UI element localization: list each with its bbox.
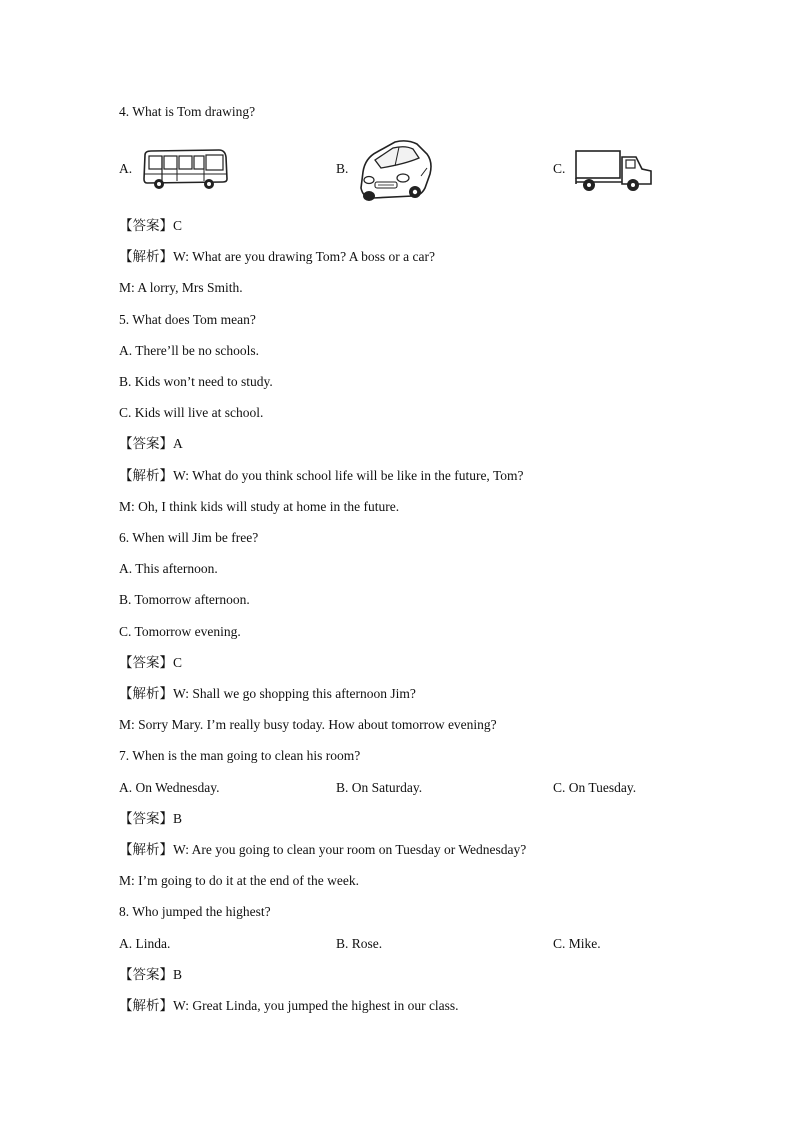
script-6: M: Sorry Mary. I’m really busy today. How about tomorrow evening?: [119, 717, 497, 732]
question-6: 6. When will Jim be free?: [119, 530, 259, 545]
analysis-5: 【解析】W: What do you think school life will be like in the future, Tom?: [119, 468, 524, 483]
option-7b: B. On Saturday.: [336, 780, 423, 795]
answer-4: 【答案】C: [119, 218, 183, 233]
option-5a: A. There’ll be no schools.: [119, 343, 259, 358]
option-4c-letter: C.: [553, 161, 566, 176]
analysis-6: 【解析】W: Shall we go shopping this afternoon Jim?: [119, 686, 416, 701]
answer-8: 【答案】B: [119, 967, 183, 982]
script-4: M: A lorry, Mrs Smith.: [119, 280, 243, 295]
option-5c: C. Kids will live at school.: [119, 405, 264, 420]
answer-5: 【答案】A: [119, 436, 183, 451]
option-5b: B. Kids won’t need to study.: [119, 374, 273, 389]
question-8: 8. Who jumped the highest?: [119, 904, 271, 919]
script-7: M: I’m going to do it at the end of the week.: [119, 873, 359, 888]
option-7c: C. On Tuesday.: [553, 780, 637, 795]
option-8c: C. Mike.: [553, 936, 601, 951]
bus-icon: [141, 147, 229, 191]
analysis-7: 【解析】W: Are you going to clean your room on Tuesday or Wednesday?: [119, 842, 527, 857]
car-icon: [355, 138, 435, 204]
option-8b: B. Rose.: [336, 936, 383, 951]
question-7: 7. When is the man going to clean his room?: [119, 748, 361, 763]
answer-6: 【答案】C: [119, 655, 183, 670]
option-6b: B. Tomorrow afternoon.: [119, 592, 250, 607]
option-4b-letter: B.: [336, 161, 349, 176]
option-6c: C. Tomorrow evening.: [119, 624, 241, 639]
option-8a: A. Linda.: [119, 936, 171, 951]
option-7a: A. On Wednesday.: [119, 780, 220, 795]
analysis-8: 【解析】W: Great Linda, you jumped the highest in our class.: [119, 998, 459, 1013]
option-6a: A. This afternoon.: [119, 561, 218, 576]
lorry-icon: [572, 149, 656, 195]
option-4a-letter: A.: [119, 161, 133, 176]
script-5: M: Oh, I think kids will study at home in the future.: [119, 499, 400, 514]
analysis-4: 【解析】W: What are you drawing Tom? A boss or a car?: [119, 249, 435, 264]
question-5: 5. What does Tom mean?: [119, 312, 256, 327]
answer-7: 【答案】B: [119, 811, 183, 826]
question-4: 4. What is Tom drawing?: [119, 104, 256, 119]
